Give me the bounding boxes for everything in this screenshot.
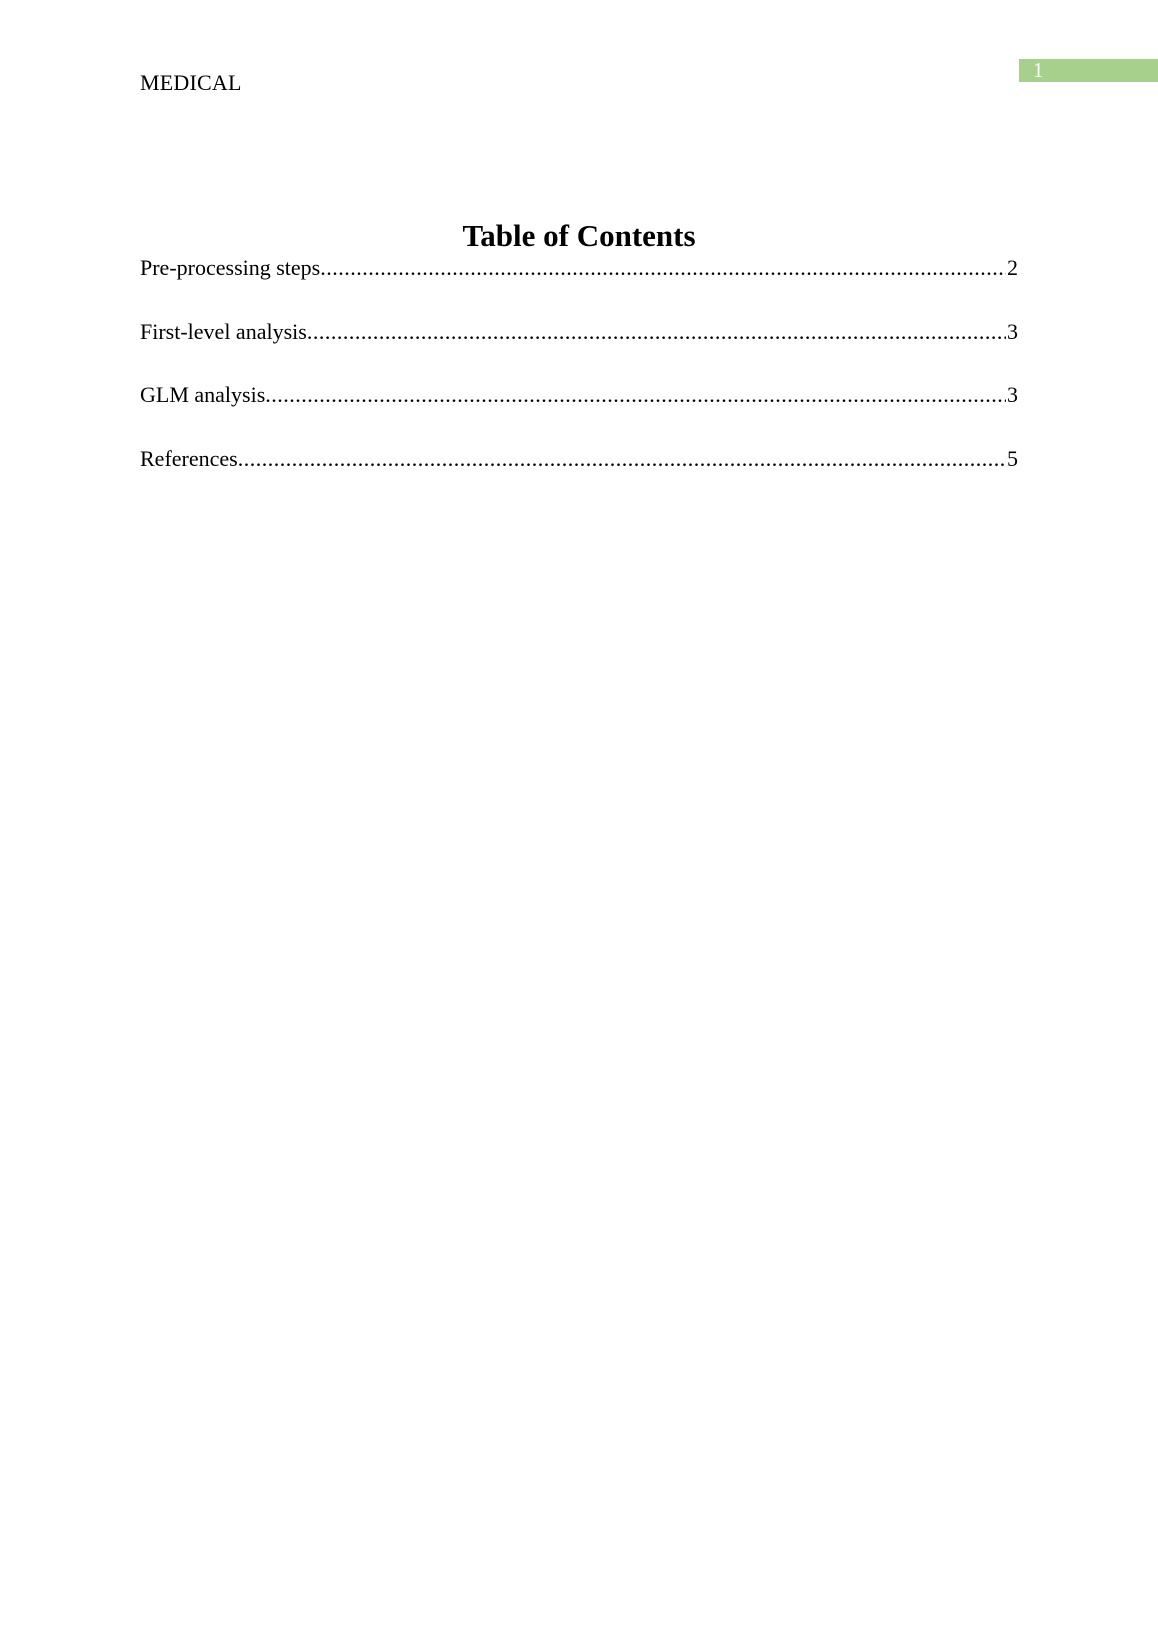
toc-entry-label: References: [140, 445, 238, 471]
toc-entry[interactable]: [140, 380, 1018, 444]
toc-entry-label: Pre-processing steps: [140, 255, 321, 280]
toc-dot-leader: [238, 444, 1006, 474]
page-number: 1: [1033, 58, 1044, 82]
toc-dot-leader: [265, 380, 1006, 410]
toc-entry[interactable]: [140, 253, 1018, 317]
page-number-badge: [1019, 59, 1158, 82]
toc-entry-page: 5: [1007, 445, 1018, 471]
toc-list: [140, 253, 1018, 507]
toc-entry-page: 3: [1007, 382, 1018, 407]
toc-dot-leader: [307, 317, 1006, 347]
toc-entry-page: 3: [1007, 318, 1018, 344]
toc-entry-label: GLM analysis: [140, 382, 266, 407]
toc-entry-label: First-level analysis: [140, 318, 307, 344]
toc-entry-page: 2: [1007, 255, 1018, 280]
toc-title: Table of Contents: [462, 218, 696, 253]
running-head: MEDICAL: [140, 70, 242, 95]
toc-entry[interactable]: [140, 444, 1018, 508]
toc-dot-leader: [320, 253, 1006, 283]
toc-entry[interactable]: [140, 317, 1018, 381]
